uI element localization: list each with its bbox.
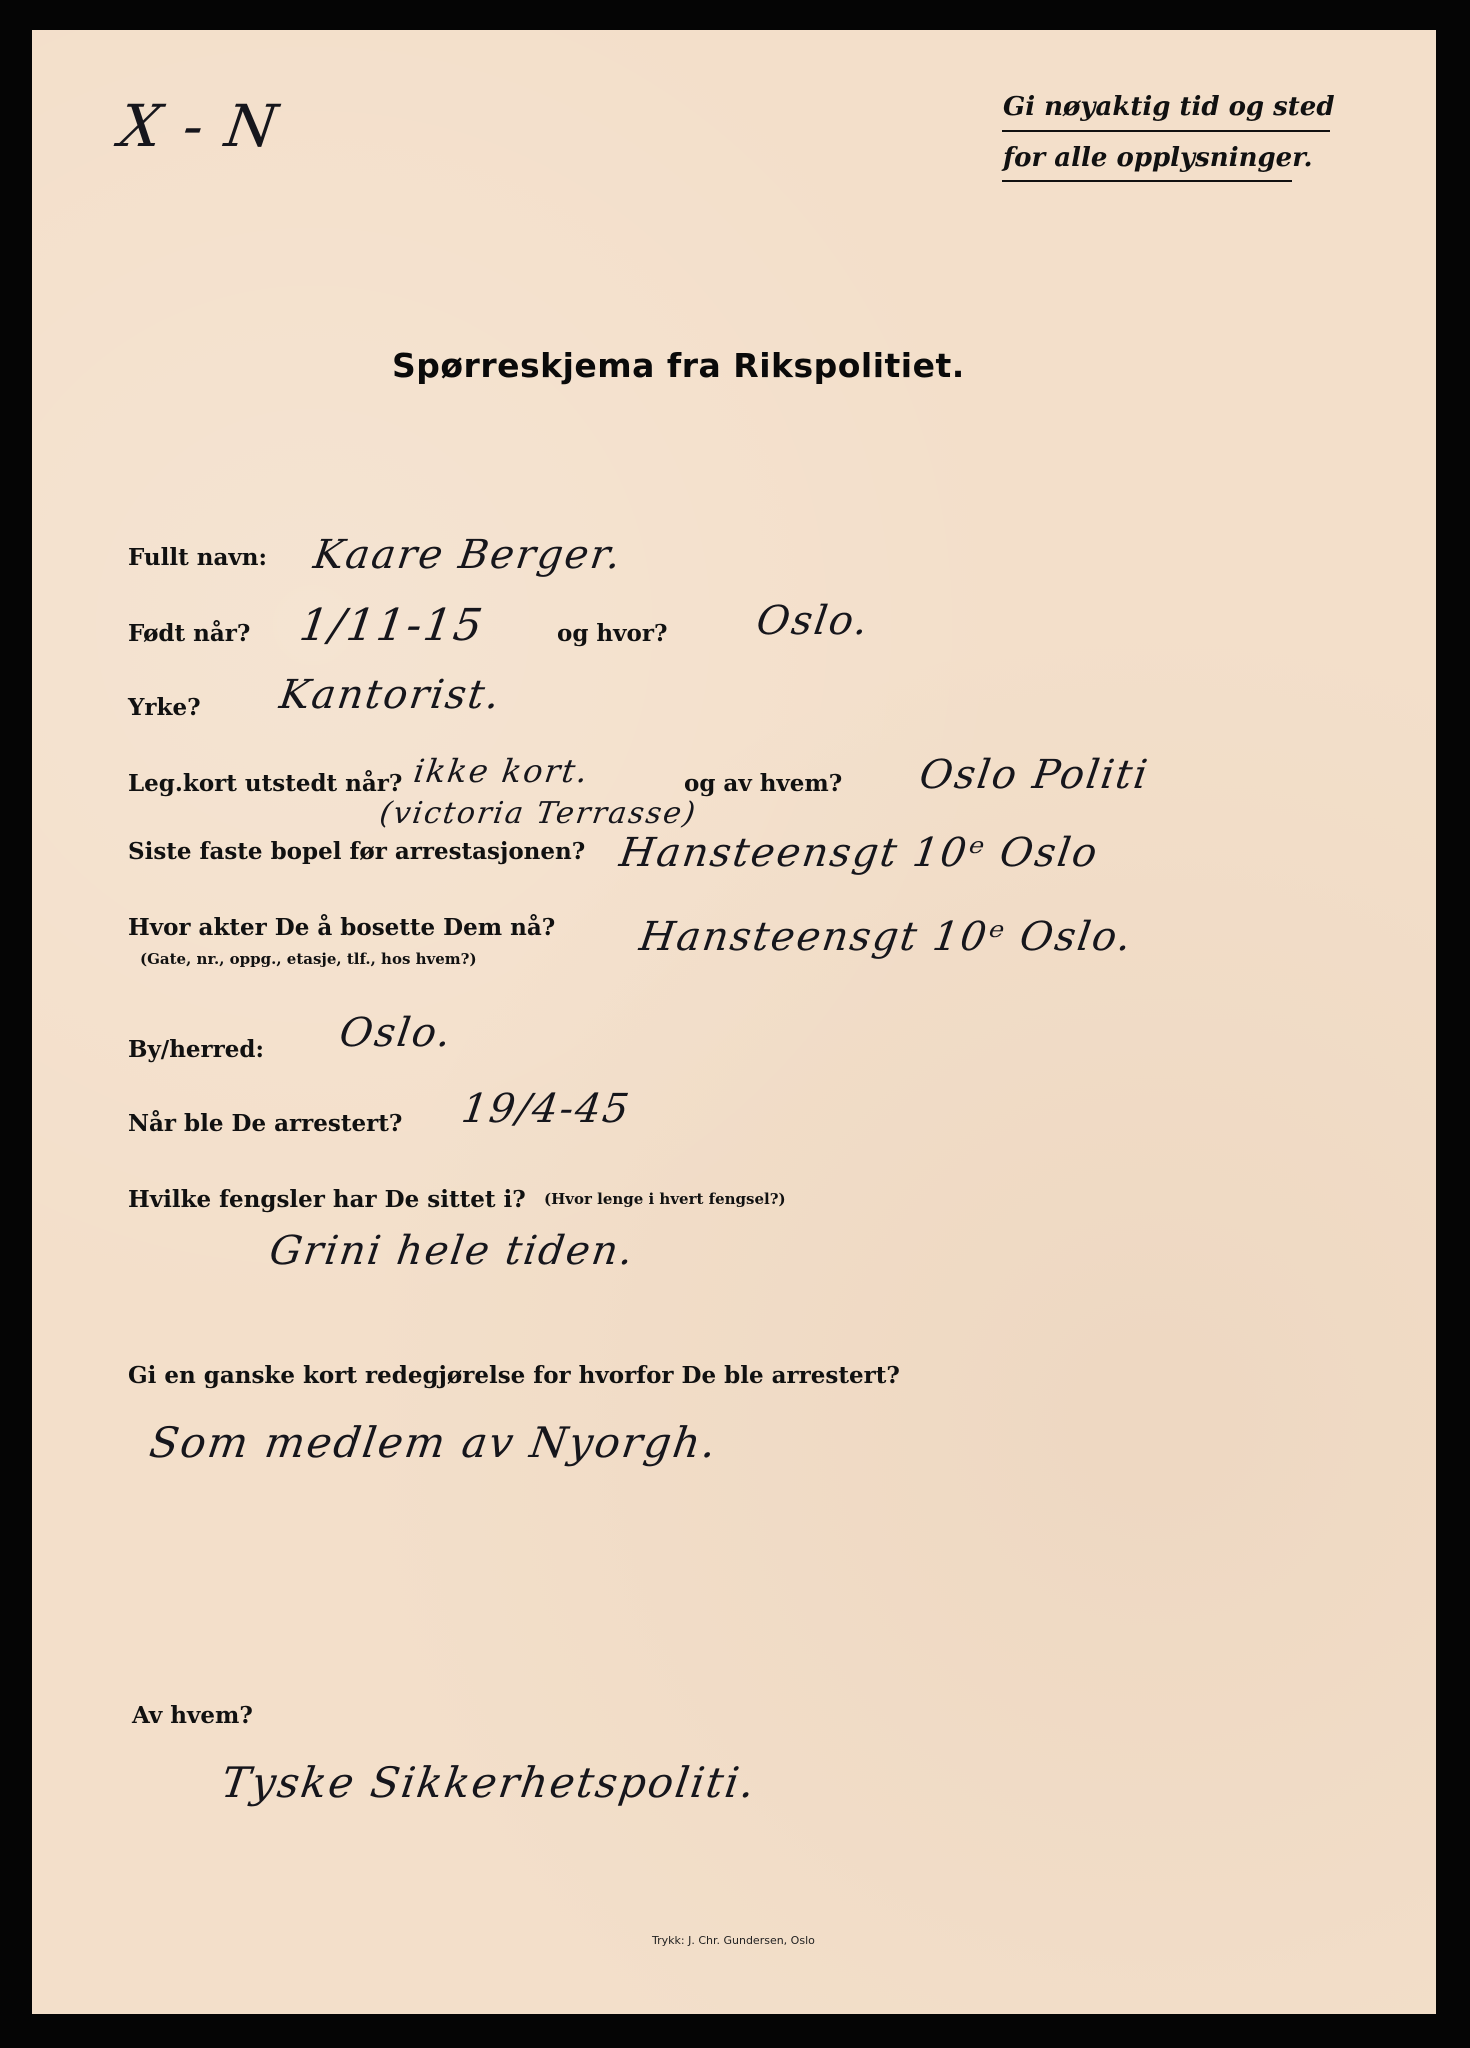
instruction-line-1: Gi nøyaktig tid og sted xyxy=(1003,92,1335,122)
arrest-date-value[interactable]: 19/4-45 xyxy=(458,1086,634,1132)
new-address-value[interactable]: Hansteensgt 10ᵉ Oslo. xyxy=(636,914,1136,960)
municipality-value[interactable]: Oslo. xyxy=(336,1010,456,1056)
occupation-value[interactable]: Kantorist. xyxy=(276,672,505,718)
reason-label: Gi en ganske kort redegjørelse for hvorfor De ble arrestert? xyxy=(128,1362,900,1389)
reason-value[interactable]: Som medlem av Nyorgh. xyxy=(146,1418,721,1467)
prisons-label: Hvilke fengsler har De sittet i? xyxy=(128,1186,526,1213)
prisons-value[interactable]: Grini hele tiden. xyxy=(266,1228,638,1274)
last-residence-value[interactable]: Hansteensgt 10ᵉ Oslo xyxy=(616,830,1102,876)
birth-date-value[interactable]: 1/11-15 xyxy=(296,600,488,651)
printer-imprint: Trykk: J. Chr. Gundersen, Oslo xyxy=(652,1934,815,1947)
arrested-by-label: Av hvem? xyxy=(132,1702,253,1729)
instruction-underline-1 xyxy=(1002,130,1330,132)
instruction-line-2: for alle opplysninger. xyxy=(1003,143,1313,173)
form-title: Spørreskjema fra Rikspolitiet. xyxy=(392,346,965,385)
full-name-value[interactable]: Kaare Berger. xyxy=(310,532,626,578)
occupation-label: Yrke? xyxy=(128,694,201,721)
prisons-sublabel: (Hvor lenge i hvert fengsel?) xyxy=(544,1190,786,1208)
birth-date-label: Født når? xyxy=(128,620,251,647)
new-address-label: Hvor akter De å bosette Dem nå? xyxy=(128,914,556,941)
id-card-issuer-label: og av hvem? xyxy=(684,770,843,797)
birth-place-value[interactable]: Oslo. xyxy=(753,598,873,644)
form-sheet xyxy=(32,30,1436,2014)
id-card-date-value[interactable]: ikke kort. xyxy=(411,752,592,790)
id-card-issuer-value[interactable]: Oslo Politi xyxy=(916,752,1152,798)
arrest-date-label: Når ble De arrestert? xyxy=(128,1110,403,1137)
instruction-underline-2 xyxy=(1002,180,1292,182)
arrested-by-value[interactable]: Tyske Sikkerhetspoliti. xyxy=(218,1758,760,1807)
new-address-sublabel: (Gate, nr., oppg., etasje, tlf., hos hvem?) xyxy=(140,950,477,968)
corner-mark: X - N xyxy=(115,92,284,160)
birth-place-label: og hvor? xyxy=(557,620,668,647)
full-name-label: Fullt navn: xyxy=(128,544,267,571)
last-residence-label: Siste faste bopel før arrestasjonen? xyxy=(128,838,586,865)
id-card-note: (victoria Terrasse) xyxy=(377,796,700,831)
id-card-date-label: Leg.kort utstedt når? xyxy=(128,770,403,797)
municipality-label: By/herred: xyxy=(128,1036,265,1063)
